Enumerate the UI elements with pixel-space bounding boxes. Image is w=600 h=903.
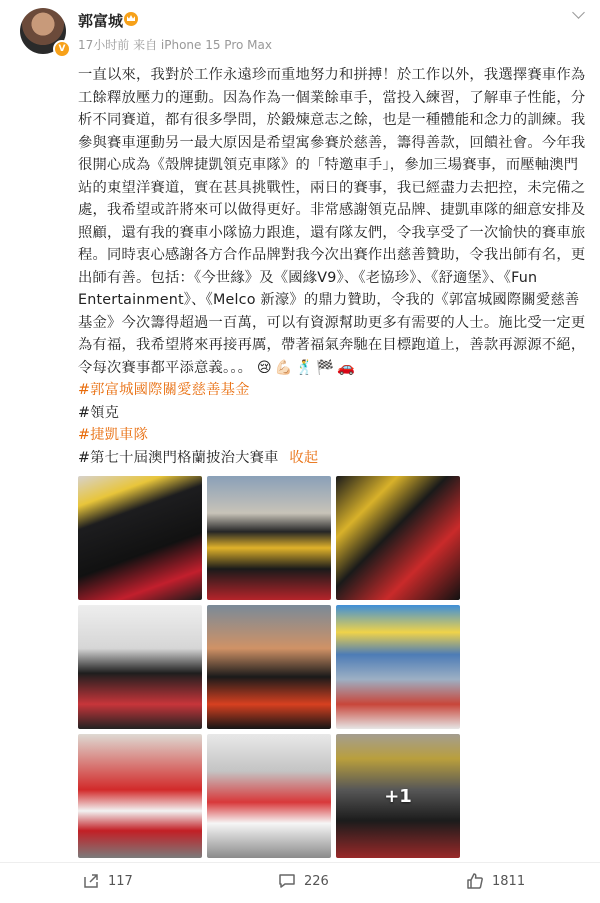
thumbs-up-icon (466, 872, 484, 890)
share-count: 117 (108, 873, 133, 889)
like-button[interactable] (466, 863, 525, 899)
hashtag-team[interactable]: #捷凱車隊 (78, 427, 149, 443)
hashtag-macau-gp-line (78, 447, 590, 470)
vip-crown-icon (124, 12, 138, 26)
more-photos-count: +1 (336, 734, 460, 858)
chevron-down-icon[interactable] (572, 6, 586, 20)
user-name[interactable]: 郭富城 (78, 12, 124, 30)
photo-thumbnail[interactable] (78, 734, 202, 858)
emoji-row: 😢💪🏻🕺🏁🚗 (256, 359, 359, 376)
hashtag-foundation[interactable]: #郭富城國際關愛慈善基金 (78, 382, 250, 398)
hashtag-lynkco[interactable]: #領克 (78, 404, 120, 421)
post-header (0, 0, 600, 62)
photo-thumbnail[interactable] (207, 605, 331, 729)
collapse-link[interactable]: 收起 (289, 449, 319, 466)
photo-thumbnail[interactable] (78, 476, 202, 600)
photo-thumbnail[interactable] (336, 605, 460, 729)
photo-grid (78, 476, 462, 864)
post-meta: 17小时前 来自 iPhone 15 Pro Max (78, 38, 272, 52)
share-icon (82, 872, 100, 890)
photo-thumbnail[interactable] (78, 605, 202, 729)
post-content (78, 64, 590, 469)
share-button[interactable] (82, 863, 133, 899)
action-bar (0, 863, 600, 903)
photo-thumbnail-more[interactable] (336, 734, 460, 858)
comment-count: 226 (304, 873, 329, 889)
photo-thumbnail[interactable] (336, 476, 460, 600)
post-body: 一直以來，我對於工作永遠珍而重地努力和拼搏！於工作以外，我選擇賽車作為工餘釋放壓力的運動。因為作為一個業餘車手，當投入練習，了解車子性能，分析不同賽道，都有很多學問，於鍛煉意志之餘，也是一種體能和念力的訓練。我參與賽車運動另一最大原因是希望寓參賽於慈善，籌得善款，回饋社會。今年我很開心成為《殼牌捷凱領克車隊》的「特邀車手」，參加三場賽事，而壓軸澳門站的東望洋賽道，實在甚具挑戰性，兩日的賽事，我已經盡力去把控，未完備之處，我希望或許將來可以做得更好。非常感謝領克品牌、捷凱車隊的細意安排及照顧，還有我的賽車小隊協力跟進，還有隊友們，令我享受了一次愉快的賽車旅程。同時衷心感謝各方合作品牌對我今次出賽作出慈善贊助，令我出師有名，更出師有善。包括：《今世緣》及《國緣V9》、《老協珍》、《舒適堡》、《Fun Entertainment》、《Melco 新濠》的鼎力贊助，令我的《郭富城國際關愛慈善基金》今次籌得超過一百萬，可以有資源幫助更多有需要的人士。施比受一定更為有福，我希望將來再接再厲，帶著福氣奔馳在目標跑道上，善款再源源不絕，令每次賽事都平添意義。。。 (78, 67, 586, 376)
hashtag-macau-gp[interactable]: #第七十屆澳門格蘭披治大賽車 (78, 449, 279, 466)
like-count: 1811 (492, 873, 526, 889)
comment-icon (278, 872, 296, 890)
photo-thumbnail[interactable] (207, 734, 331, 858)
photo-thumbnail[interactable] (207, 476, 331, 600)
verified-badge-icon: V (53, 40, 71, 58)
comment-button[interactable] (278, 863, 329, 899)
